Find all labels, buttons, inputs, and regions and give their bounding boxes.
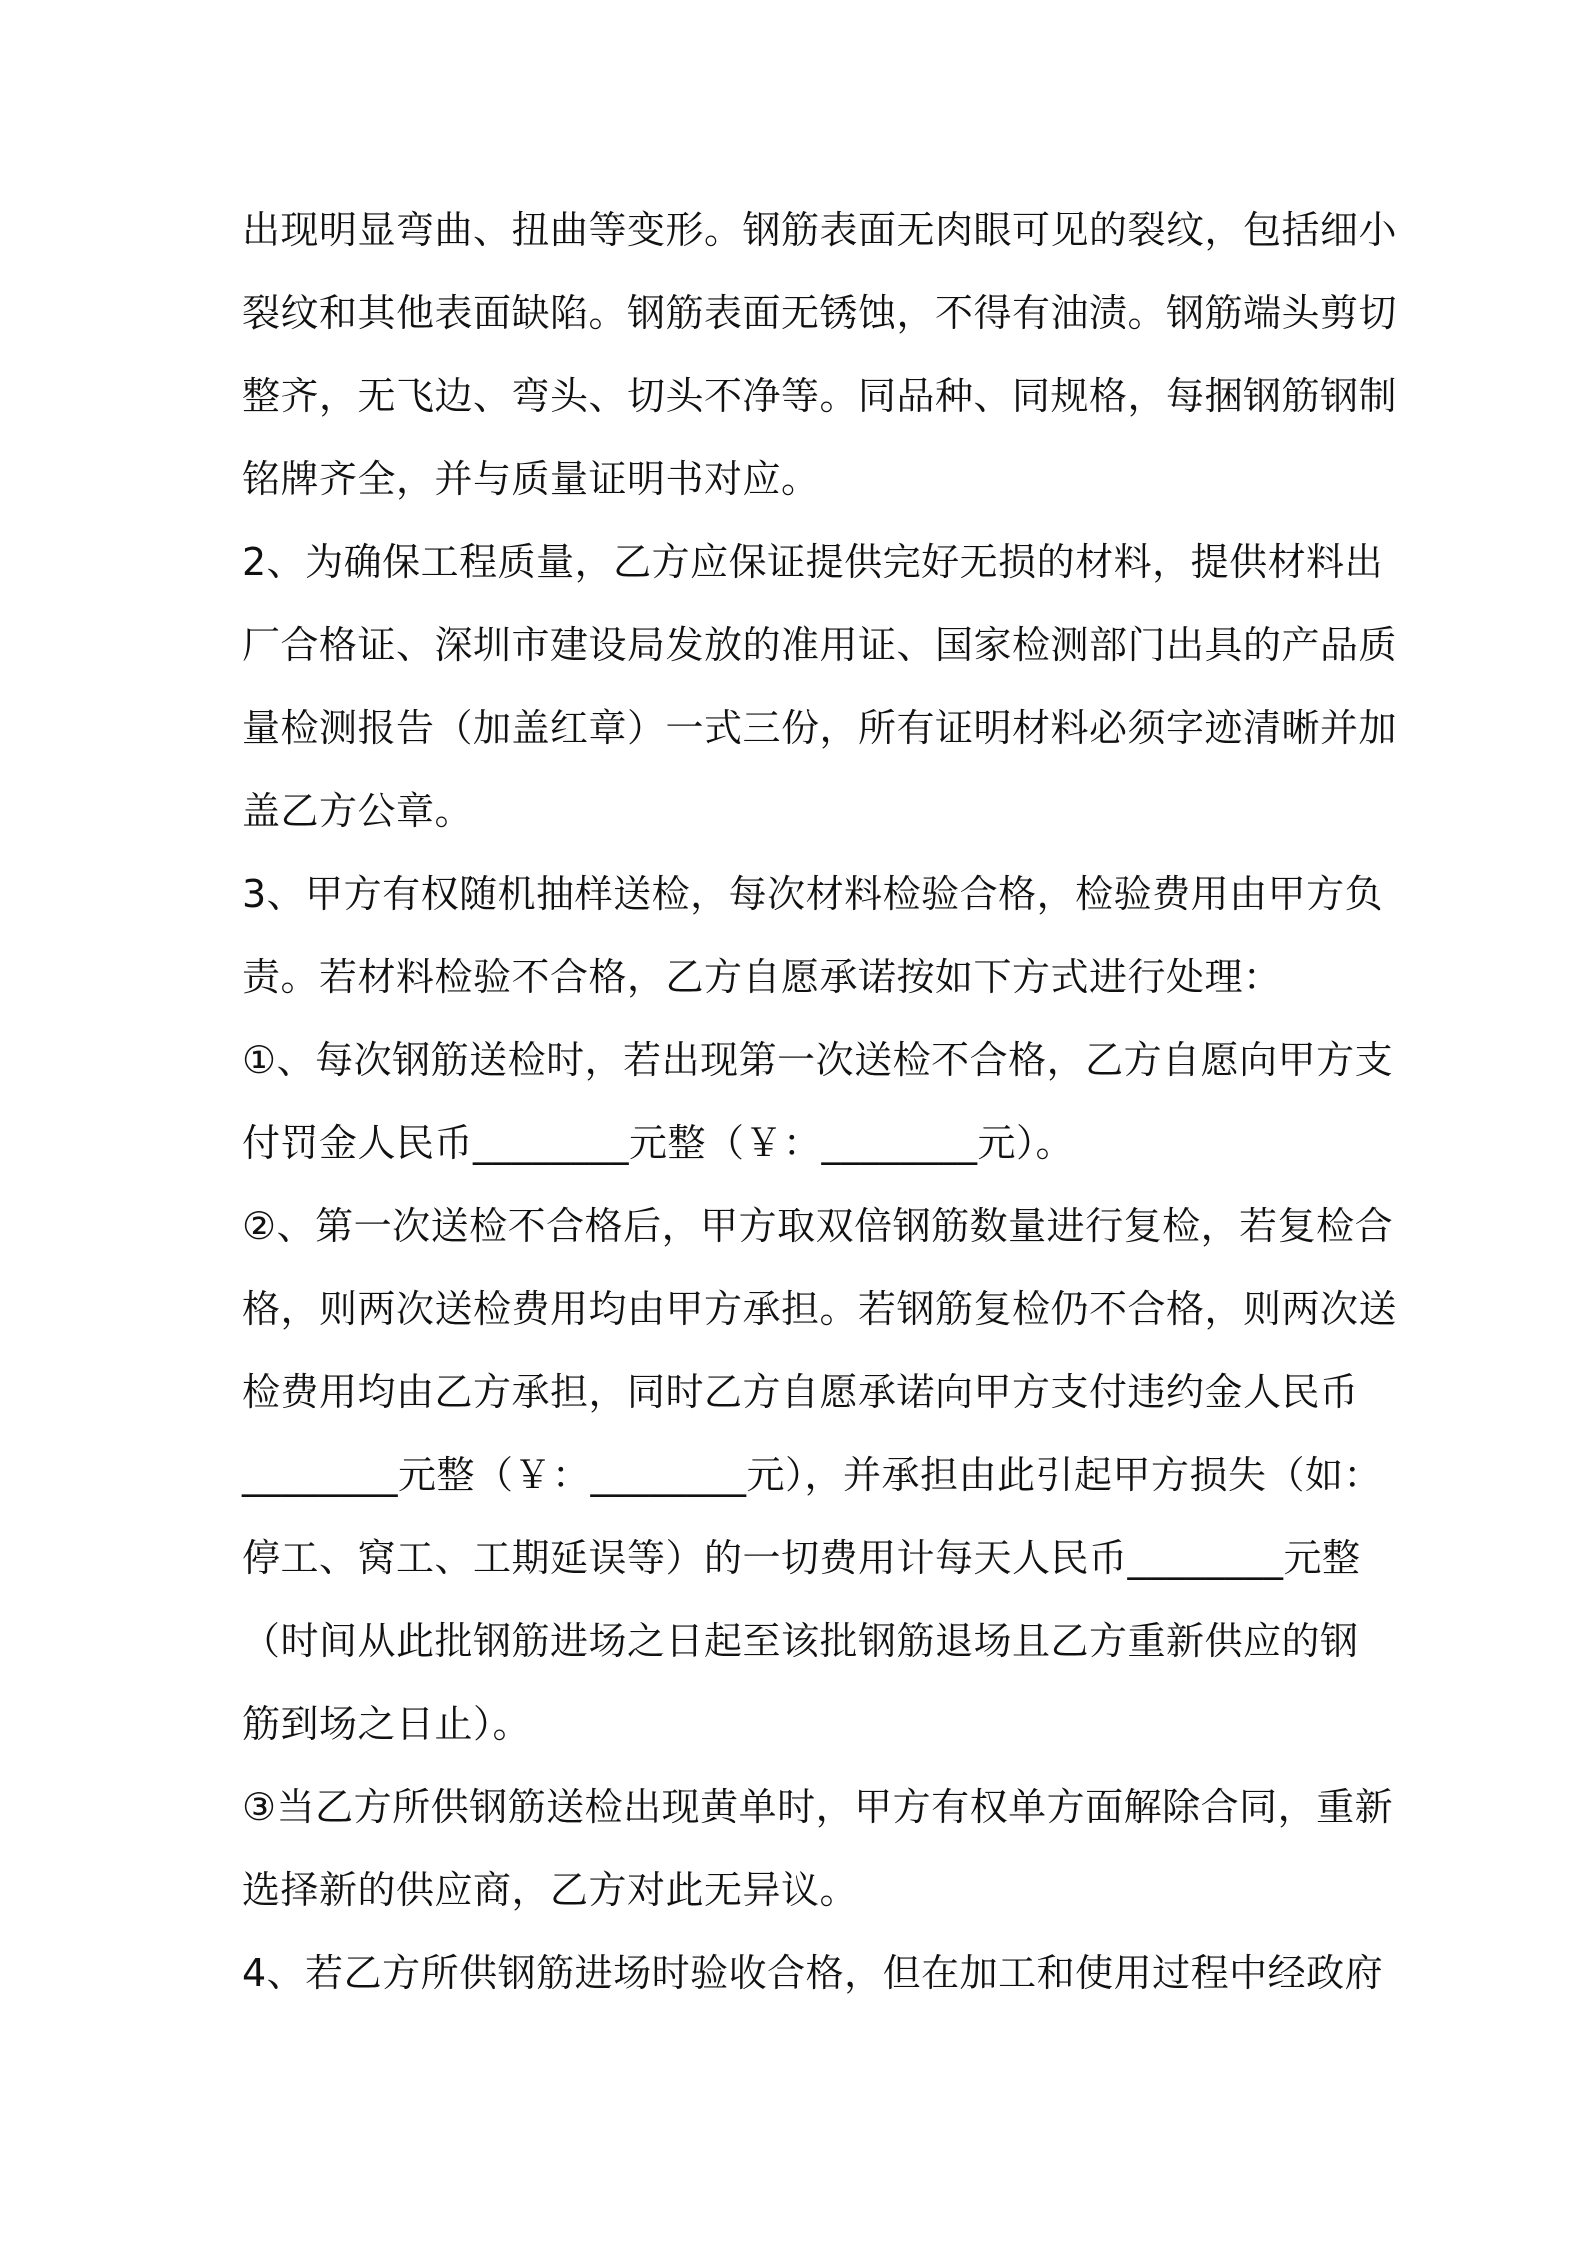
text-line: 厂合格证、深圳市建设局发放的准用证、国家检测部门出具的产品质	[242, 623, 1398, 667]
text-line: 检费用均由乙方承担，同时乙方自愿承诺向甲方支付违约金人民币	[242, 1370, 1359, 1414]
text-line: 筋到场之日止）。	[242, 1702, 532, 1746]
text-line: 4、若乙方所供钢筋进场时验收合格，但在加工和使用过程中经政府	[242, 1951, 1384, 1995]
text-line: 量检测报告（加盖红章）一式三份，所有证明材料必须字迹清晰并加	[242, 706, 1398, 750]
text-line: 裂纹和其他表面缺陷。钢筋表面无锈蚀，不得有油渍。钢筋端头剪切	[242, 291, 1398, 335]
text-line: ③当乙方所供钢筋送检出现黄单时，甲方有权单方面解除合同，重新	[242, 1785, 1394, 1829]
text-line: 出现明显弯曲、扭曲等变形。钢筋表面无肉眼可见的裂纹，包括细小	[242, 208, 1398, 252]
text-line: ________元整（￥：________元），并承担由此引起甲方损失（如：	[242, 1453, 1383, 1497]
text-line: ①、每次钢筋送检时，若出现第一次送检不合格，乙方自愿向甲方支	[242, 1038, 1394, 1082]
text-line: 整齐，无飞边、弯头、切头不净等。同品种、同规格，每捆钢筋钢制	[242, 374, 1398, 418]
text-line: 盖乙方公章。	[242, 789, 474, 833]
text-line: 责。若材料检验不合格，乙方自愿承诺按如下方式进行处理：	[242, 955, 1282, 999]
text-line: 选择新的供应商，乙方对此无异议。	[242, 1868, 859, 1912]
text-line: 3、甲方有权随机抽样送检，每次材料检验合格，检验费用由甲方负	[242, 872, 1384, 916]
text-line: 2、为确保工程质量，乙方应保证提供完好无损的材料，提供材料出	[242, 540, 1384, 584]
text-line: 停工、窝工、工期延误等）的一切费用计每天人民币________元整	[242, 1536, 1361, 1580]
text-line: 付罚金人民币________元整（￥：________元）。	[242, 1121, 1075, 1165]
text-line: ②、第一次送检不合格后，甲方取双倍钢筋数量进行复检，若复检合	[242, 1204, 1394, 1248]
text-line: （时间从此批钢筋进场之日起至该批钢筋退场且乙方重新供应的钢	[242, 1619, 1359, 1663]
text-line: 格，则两次送检费用均由甲方承担。若钢筋复检仍不合格，则两次送	[242, 1287, 1398, 1331]
text-line: 铭牌齐全，并与质量证明书对应。	[242, 457, 820, 501]
